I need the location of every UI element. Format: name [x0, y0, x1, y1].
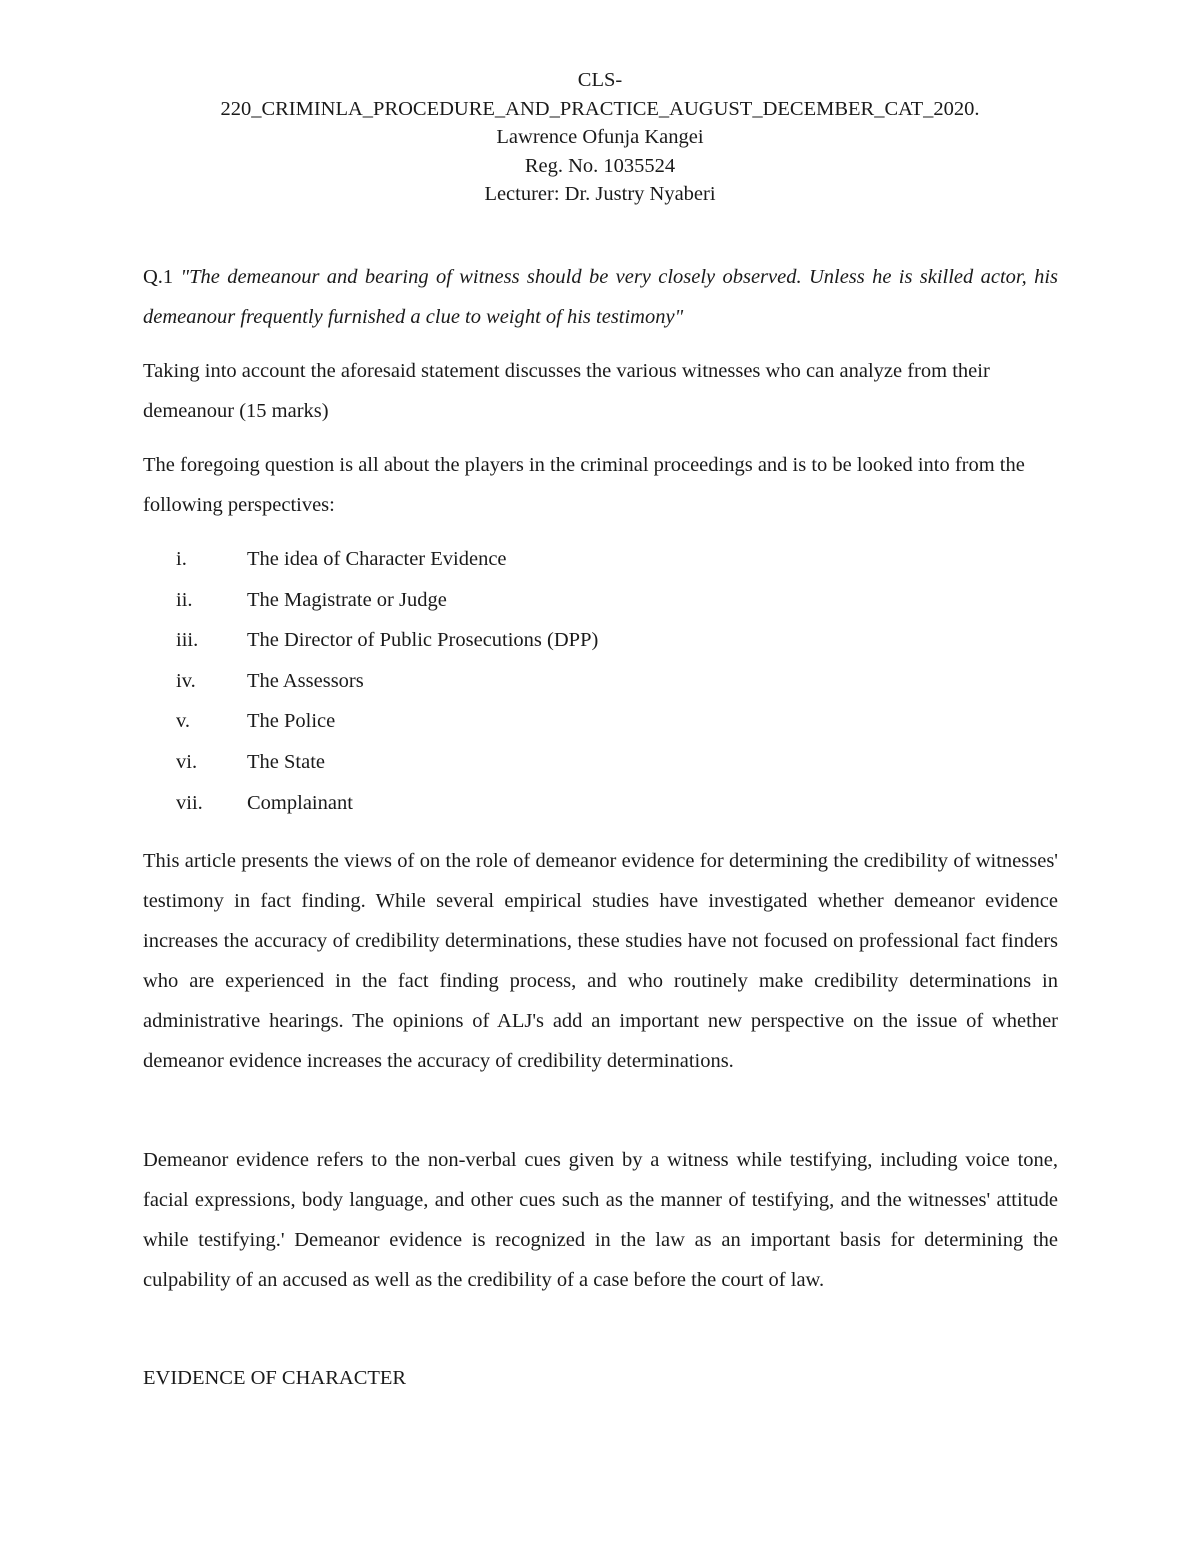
list-item: [143, 580, 943, 621]
list-item-number: ii.: [176, 588, 193, 611]
document-header: [120, 66, 1080, 209]
list-item: [143, 783, 943, 824]
list-item: [143, 661, 943, 702]
list-item: [143, 742, 943, 783]
section-heading: EVIDENCE OF CHARACTER: [143, 1367, 407, 1389]
task-paragraph: Taking into account the aforesaid statement discusses the various witnesses who can analyze from their demeanour (15 marks): [143, 360, 990, 422]
list-item-text: The idea of Character Evidence: [247, 548, 507, 570]
question-1: [143, 257, 1058, 337]
list-item-number: vii.: [176, 791, 203, 814]
list-item-text: Complainant: [247, 791, 353, 814]
list-item-text: The State: [247, 750, 325, 773]
course-code-line-1: CLS-: [577, 69, 623, 91]
course-code-line-2: 220_CRIMINLA_PROCEDURE_AND_PRACTICE_AUGUST_DECEMBER_CAT_2020.: [220, 97, 980, 120]
list-item: [143, 539, 943, 580]
list-item: [143, 620, 943, 661]
list-item-number: v.: [176, 710, 191, 733]
list-item-number: iv.: [176, 669, 196, 692]
list-item-number: vi.: [176, 750, 198, 773]
demeanor-paragraph: Demeanor evidence refers to the non-verbal cues given by a witness while testifying, including voice tone, facial expressions, body language, and other cues such as the manner of testifying, and the witnesses' attitude while testifying.' Demeanor evidence is recognized in the law as an important basis for determining the culpability of an accused as well as the credibility of a case before the court of law.: [143, 1149, 1058, 1291]
lecturer-name: Lecturer: Dr. Justry Nyaberi: [484, 183, 716, 205]
list-item-number: i.: [176, 548, 187, 570]
article-paragraph: This article presents the views of on the role of demeanor evidence for determining the credibility of witnesses' testimony in fact finding. While several empirical studies have investigated whether demeanor evidence increases the accuracy of credibility determinations, these studies have not focused on professional fact finders who are experienced in the fact finding process, and who routinely make credibility determinations in administrative hearings. The opinions of ALJ's add an important new perspective on the issue of whether demeanor evidence increases the accuracy of credibility determinations.: [143, 850, 1058, 1072]
list-item-text: The Magistrate or Judge: [247, 588, 447, 611]
list-item-text: The Director of Public Prosecutions (DPP): [247, 629, 599, 652]
registration-number: Reg. No. 1035524: [524, 154, 676, 177]
question-quote: "The demeanour and bearing of witness should be very closely observed. Unless he is skilled actor, his demeanour frequently furnished a clue to weight of his testimony": [143, 266, 1058, 328]
list-item-number: iii.: [176, 629, 199, 652]
list-item-text: The Police: [247, 710, 336, 733]
list-item-text: The Assessors: [247, 669, 364, 692]
question-number: Q.1: [143, 266, 181, 288]
list-item: [143, 701, 943, 742]
student-name: Lawrence Ofunja Kangei: [496, 126, 704, 148]
perspectives-list: [143, 539, 943, 823]
foregoing-paragraph: The foregoing question is all about the players in the criminal proceedings and is to be looked into from the following perspectives:: [143, 454, 1025, 516]
